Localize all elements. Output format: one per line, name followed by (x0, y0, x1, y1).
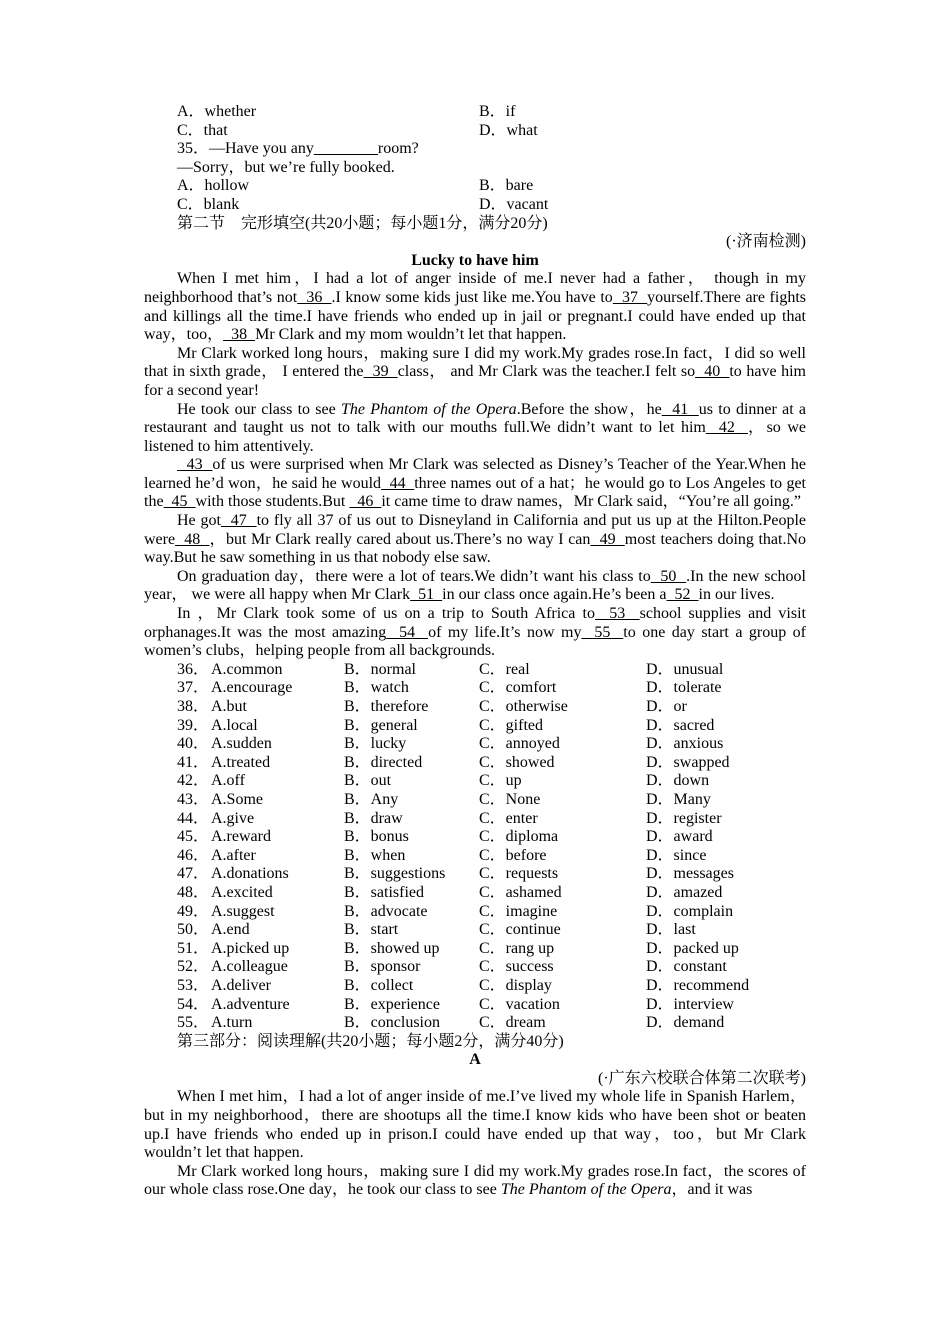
option-c: C．display (479, 976, 552, 994)
paragraph-text: in our class once again.He’s been a (442, 586, 667, 604)
paragraph (144, 345, 806, 401)
paragraph-text: in our lives. (698, 586, 775, 604)
cloze-blank: 38 (223, 326, 256, 344)
paragraph-text: When I met him，I had a lot of anger inside of me.I’ve lived my whole life in Spanish Harlem，but in my neighborhood，there are shootups all the time.I know kids who have been shot or beaten up.I have friends who ended up in prison.I could have ended up that way，too，but Mr Clark wouldn’t let that happen. (144, 1088, 806, 1162)
paragraph-text: yourself.There are fights and killings all the time.I have friends who ended up in jail or pregnant.I could have ended up that way，too， (144, 288, 807, 344)
paragraph-text: ，and it was (671, 1181, 753, 1199)
option-d: D．packed up (646, 939, 739, 957)
cloze-blank: 45 (163, 493, 196, 511)
question-number: 37． (177, 679, 210, 697)
question-number: 38． (177, 698, 210, 715)
cloze-option-row (144, 921, 806, 940)
option-b: B．out (344, 772, 392, 790)
option-d: D．sacred (646, 716, 715, 734)
q35-options-row-2 (144, 196, 806, 215)
question-number: 45． (177, 828, 210, 846)
cloze-option-row (144, 698, 806, 717)
cloze-option-row (144, 828, 806, 847)
option-b: B．therefore (344, 698, 429, 715)
option-a: A.end (211, 921, 250, 939)
option-a: A.picked up (211, 939, 290, 957)
paragraph (144, 512, 806, 568)
option-d: D．interview (646, 995, 734, 1013)
option-d: D．complain (646, 902, 734, 920)
option-a: A.give (211, 809, 255, 827)
italic-text (501, 1181, 672, 1198)
option-b: B．general (344, 716, 418, 734)
paragraph-text: to fly all 37 of us out to Disneyland in California and put us up at the Hilton.People were (144, 512, 806, 548)
passage-title: Lucky to have him (411, 251, 539, 269)
cloze-option-row (144, 810, 806, 829)
section2-heading: 第二节 完形填空(共20小题；每小题1分，满分20分) (177, 214, 548, 232)
cloze-blank: 47 (221, 512, 257, 530)
paragraph (144, 605, 806, 661)
italic-title: The Phantom of the Opera (340, 400, 517, 418)
option-c: C．success (479, 958, 554, 976)
option-d: D．Many (646, 790, 711, 808)
option-b: B．draw (344, 809, 403, 827)
paragraph-text: to have him for a second year! (144, 363, 806, 399)
paragraph-text: it came time to draw names，Mr Clark said，“You’re all going.” (381, 493, 801, 511)
option-c: C．continue (479, 921, 561, 939)
question-number: 40． (177, 735, 210, 753)
option-b: B．when (344, 846, 406, 864)
paragraph-text: to one day start a group of women’s clubs，helping people from all backgrounds. (144, 623, 807, 660)
paragraph-text: of us were surprised when Mr Clark was selected as Disney’s Teacher of the Year.When he learned he’d won，he said he would (144, 456, 807, 492)
cloze-option-row (144, 847, 806, 866)
option-a: A.turn (211, 1014, 253, 1032)
cloze-blank: 36 (297, 288, 332, 306)
cloze-blank: 44 (381, 474, 415, 492)
cloze-option-row (144, 865, 806, 884)
option-b: B．suggestions (344, 865, 446, 883)
question-number: 47． (177, 865, 210, 883)
option-a: A.encourage (211, 679, 293, 697)
option-b: B．directed (344, 753, 423, 771)
question-number: 46． (177, 846, 210, 864)
cloze-option-row (144, 903, 806, 922)
italic-title: The Phantom of the Opera (500, 1181, 672, 1199)
option-c: C．requests (479, 865, 559, 883)
question-number: 42． (177, 772, 210, 790)
option-c: C．imagine (479, 902, 558, 920)
option-d: D．or (646, 698, 687, 715)
cloze-blank: 48 (175, 530, 210, 548)
option-d: D．down (646, 772, 710, 790)
cloze-option-row (144, 977, 806, 996)
option-c: C．comfort (479, 679, 557, 697)
cloze-option-row (144, 754, 806, 773)
option-c: C．showed (479, 753, 555, 771)
paragraph-text: ，so we listened to him attentively. (144, 419, 807, 455)
paragraph-text: In ，Mr Clark took some of us on a trip to South Africa to (177, 605, 595, 623)
option-d: D．award (646, 828, 713, 846)
paragraph-text: When I met him，I had a lot of anger inside of me.I never had a father， though in my neighborhood that’s not (144, 270, 806, 306)
cloze-blank: 51 (410, 586, 443, 604)
option-d: D．anxious (646, 735, 724, 753)
option-a: A.but (211, 698, 247, 715)
cloze-blank: 40 (695, 363, 730, 381)
option-a: A.sudden (211, 735, 272, 753)
option-c: C．rang up (479, 939, 555, 957)
cloze-option-row (144, 884, 806, 903)
cloze-blank: 54 (386, 623, 429, 641)
question-number: 49． (177, 902, 210, 920)
option-b: B．showed up (344, 939, 440, 957)
paragraph (144, 456, 806, 512)
cloze-blank: 52 (666, 586, 699, 604)
cloze-option-row (144, 772, 806, 791)
paragraph-text: Mr Clark and my mom wouldn’t let that happen. (255, 326, 567, 344)
option-c: C．vacation (479, 995, 560, 1013)
option-a: A.donations (211, 865, 289, 883)
q35-stem-suffix: room? (377, 140, 419, 158)
q34-options-row-1 (144, 103, 806, 122)
cloze-option-row (144, 679, 806, 698)
paragraph-text: Mr Clark worked long hours，making sure I did my work.My grades rose.In fact，the scores of our whole class rose.One day，he took our class to see (144, 1162, 807, 1199)
q35-stem (144, 140, 806, 159)
cloze-blank: 55 (581, 623, 624, 641)
option-d: D．recommend (646, 976, 750, 994)
option-d: D．last (646, 921, 696, 939)
question-number: 50． (177, 921, 210, 939)
option-d: D．constant (646, 958, 727, 976)
paragraph-text: .Before the show，he (516, 400, 662, 418)
question-number: 54． (177, 995, 210, 1013)
option-b: B．collect (344, 976, 414, 994)
cloze-option-row (144, 717, 806, 736)
option-d: D．tolerate (646, 679, 722, 697)
option-a: A.common (211, 660, 283, 678)
paragraph-text: class， and Mr Clark was the teacher.I felt so (397, 363, 696, 381)
option-d: D．unusual (646, 660, 724, 678)
q34-options-row-2 (144, 122, 806, 141)
q34-option-c: C．that (177, 121, 228, 139)
paragraph-text: with those students.But (195, 493, 350, 511)
paragraph-text: He got (177, 512, 221, 530)
option-b: B．bonus (344, 828, 409, 846)
q35-option-c: C．blank (177, 195, 240, 213)
option-b: B．start (344, 921, 399, 939)
q35-option-a: A．hollow (177, 177, 250, 195)
option-c: C．enter (479, 809, 538, 827)
question-number: 43． (177, 790, 210, 808)
option-a: A.suggest (211, 902, 275, 920)
paragraph-text: ，but Mr Clark really cared about us.There’s no way I can (209, 530, 591, 548)
paragraph-text: us to dinner at a restaurant and taught us not to talk with our mouths full.We didn’t want to let him (144, 400, 807, 437)
paragraph-text: He took our class to see (177, 400, 341, 418)
option-b: B．conclusion (344, 1014, 440, 1032)
paragraph-text: .I know some kids just like me.You have to (331, 288, 613, 306)
option-b: B．watch (344, 679, 409, 697)
option-d: D．swapped (646, 753, 730, 771)
option-c: C．otherwise (479, 698, 568, 715)
paragraph-text: Mr Clark worked long hours，making sure I did my work.My grades rose.In fact，I did so well that in sixth grade， I entered the (144, 344, 806, 381)
option-a: A.colleague (211, 958, 288, 976)
q35-stem-prefix: 35．—Have you any (177, 140, 314, 158)
option-c: C．before (479, 846, 547, 864)
question-number: 44． (177, 809, 210, 827)
option-a: A.off (211, 772, 245, 790)
option-c: C．gifted (479, 716, 543, 734)
option-d: D．since (646, 846, 707, 864)
cloze-blank: 49 (590, 530, 625, 548)
paragraph (144, 401, 806, 457)
q34-option-d: D．what (479, 121, 538, 139)
option-d: D．register (646, 809, 722, 827)
paragraph (144, 270, 806, 344)
cloze-blank: 43 (177, 456, 213, 474)
option-d: D．amazed (646, 883, 723, 901)
option-c: C．ashamed (479, 883, 562, 901)
question-number: 51． (177, 939, 210, 957)
exam-page (144, 103, 806, 1200)
paragraph-text: school supplies and visit orphanages.It was the most amazing (144, 605, 806, 641)
q35-blank: ________ (313, 140, 378, 158)
option-c: C．diploma (479, 828, 559, 846)
part3-source: (·广东六校联合体第二次联考) (598, 1069, 806, 1087)
cloze-option-row (144, 735, 806, 754)
question-number: 36． (177, 660, 210, 678)
section2-source: (·济南检测) (726, 233, 806, 251)
question-number: 48． (177, 883, 210, 901)
cloze-blank: 50 (650, 567, 687, 585)
option-a: A.deliver (211, 976, 271, 994)
question-number: 39． (177, 716, 210, 734)
q35-response: —Sorry，but we’re fully booked. (177, 158, 395, 176)
option-a: A.Some (211, 790, 263, 808)
paragraph-text: three names out of a hat；he would go to Los Angeles to get the (144, 474, 806, 511)
paragraph (144, 1088, 806, 1162)
q34-option-b: B．if (479, 103, 516, 120)
question-number: 41． (177, 753, 210, 771)
paragraph-text: On graduation day，there were a lot of tears.We didn’t want his class to (177, 567, 651, 585)
cloze-blank: 42 (705, 419, 749, 437)
cloze-option-row (144, 940, 806, 959)
q35-option-d: D．vacant (479, 195, 549, 213)
cloze-blank: 46 (349, 493, 382, 511)
option-b: B．normal (344, 660, 416, 678)
question-number: 55． (177, 1014, 210, 1032)
cloze-option-row (144, 958, 806, 977)
option-b: B．Any (344, 790, 399, 808)
option-c: C．annoyed (479, 735, 560, 753)
italic-text (341, 401, 517, 418)
option-b: B．sponsor (344, 958, 421, 976)
option-c: C．dream (479, 1014, 546, 1032)
cloze-options-list (144, 661, 806, 1033)
option-b: B．satisfied (344, 883, 424, 901)
part3-heading: 第三部分：阅读理解(共20小题；每小题2分，满分40分) (177, 1032, 564, 1050)
q35-options-row-1 (144, 177, 806, 196)
option-b: B．experience (344, 995, 440, 1013)
option-c: C．None (479, 790, 541, 808)
option-a: A.local (211, 716, 258, 734)
option-d: D．messages (646, 865, 734, 883)
cloze-blank: 53 (594, 605, 640, 623)
cloze-blank: 37 (612, 288, 648, 306)
option-a: A.treated (211, 753, 271, 771)
reading-passage-a (144, 1088, 806, 1200)
option-d: D．demand (646, 1014, 725, 1032)
cloze-passage (144, 270, 806, 660)
cloze-option-row (144, 1014, 806, 1033)
paragraph (144, 568, 806, 605)
option-a: A.adventure (211, 995, 290, 1013)
option-c: C．up (479, 772, 522, 790)
cloze-blank: 41 (661, 400, 699, 418)
passage-a-label: A (469, 1051, 481, 1069)
q34-option-a: A．whether (177, 103, 257, 120)
cloze-option-row (144, 996, 806, 1015)
question-number: 52． (177, 958, 210, 976)
paragraph-text: of my life.It’s now my (428, 623, 582, 641)
paragraph-text: .In the new school year， we were all happy when Mr Clark (144, 567, 806, 604)
cloze-option-row (144, 791, 806, 810)
option-b: B．lucky (344, 735, 407, 753)
option-b: B．advocate (344, 902, 428, 920)
paragraph-text: most teachers doing that.No way.But he saw something in us that nobody else saw. (144, 530, 807, 567)
question-number: 53． (177, 976, 210, 994)
cloze-option-row (144, 661, 806, 680)
q35-option-b: B．bare (479, 177, 534, 195)
paragraph (144, 1163, 806, 1200)
option-a: A.reward (211, 828, 271, 846)
option-a: A.after (211, 846, 256, 864)
option-a: A.excited (211, 883, 273, 901)
cloze-blank: 39 (363, 363, 398, 381)
option-c: C．real (479, 660, 530, 678)
